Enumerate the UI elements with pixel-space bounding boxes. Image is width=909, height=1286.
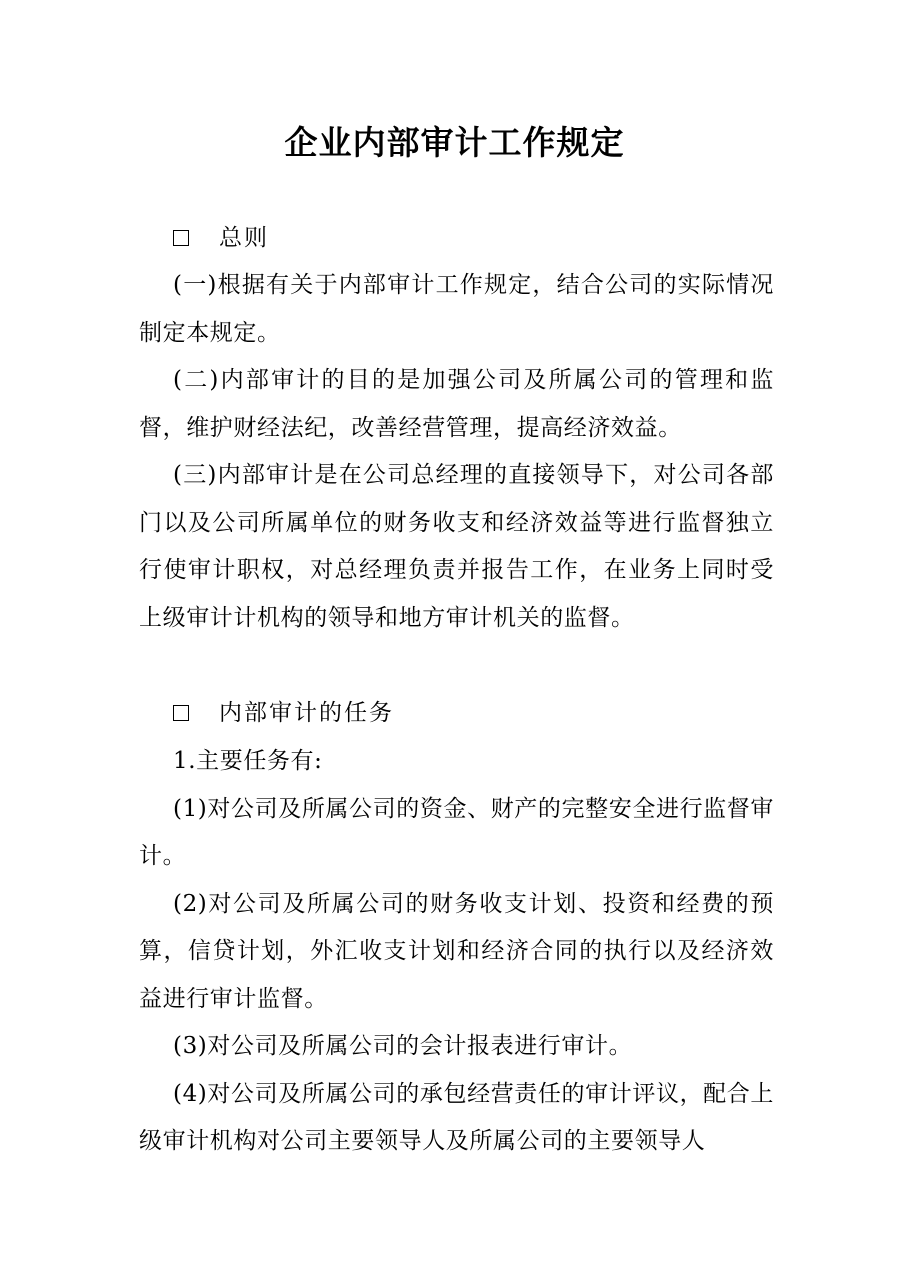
section-heading-label: 内部审计的任务 xyxy=(219,700,394,726)
section-heading-general xyxy=(173,215,269,263)
paragraph: (1)对公司及所属公司的资金、财产的完整安全进行监督审计。 xyxy=(139,795,774,869)
section-body-general xyxy=(139,262,774,642)
paragraph: (2)对公司及所属公司的财务收支计划、投资和经费的预算，信贷计划，外汇收支计划和经济合同的执行以及经济效益进行审计监督。 xyxy=(139,890,774,1012)
paragraph: (三)内部审计是在公司总经理的直接领导下，对公司各部门以及公司所属单位的财务收支和经济效益等进行监督独立行使审计职权，对总经理负责并报告工作，在业务上同时受上级审计计机构的领导和地方审计机关的监督。 xyxy=(139,462,774,631)
checkbox-square-icon xyxy=(173,230,189,246)
paragraph: 1.主要任务有: xyxy=(173,748,323,774)
section-body-audit-tasks xyxy=(139,738,774,1166)
paragraph: (二)内部审计的目的是加强公司及所属公司的管理和监督，维护财经法纪，改善经营管理，提高经济效益。 xyxy=(139,367,774,441)
section-heading-audit-tasks xyxy=(173,690,394,738)
document-title: 企业内部审计工作规定 xyxy=(284,123,625,162)
paragraph: (一)根据有关于内部审计工作规定，结合公司的实际情况制定本规定。 xyxy=(139,272,774,346)
paragraph: (4)对公司及所属公司的承包经营责任的审计评议，配合上级审计机构对公司主要领导人及所属公司的主要领导人 xyxy=(139,1080,774,1154)
section-heading-label: 总则 xyxy=(219,225,269,251)
checkbox-square-icon xyxy=(173,705,189,721)
paragraph: (3)对公司及所属公司的会计报表进行审计。 xyxy=(173,1033,633,1059)
